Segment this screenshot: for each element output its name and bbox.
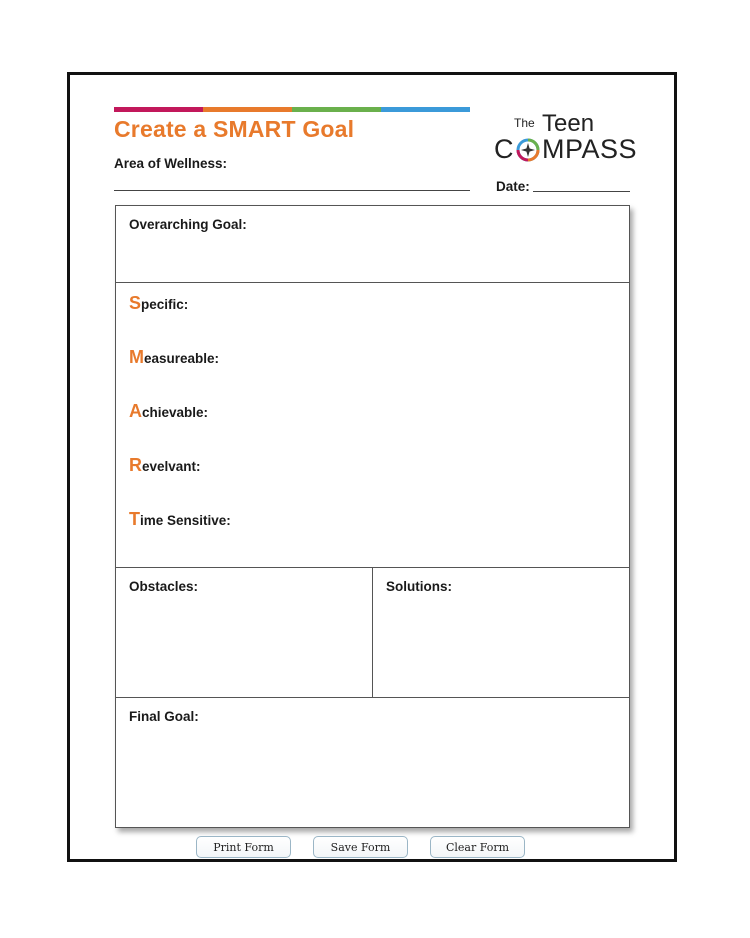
solutions-label: Solutions: — [386, 579, 452, 594]
teen-compass-logo — [490, 110, 638, 164]
logo-compass — [494, 134, 637, 165]
final-goal-section[interactable] — [116, 698, 629, 827]
logo-the: The — [514, 116, 535, 130]
area-of-wellness-label: Area of Wellness: — [114, 156, 228, 171]
compass-icon — [515, 137, 541, 163]
smart-letter-s: S — [129, 293, 142, 313]
color-bar-magenta — [114, 107, 203, 112]
date-label: Date: — [496, 179, 530, 194]
smart-relevant — [129, 455, 201, 476]
print-form-button[interactable]: Print Form — [196, 836, 291, 858]
date-field[interactable] — [533, 191, 630, 192]
smart-measureable-label: easureable: — [144, 351, 220, 366]
obstacles-field[interactable] — [116, 568, 373, 697]
solutions-field[interactable] — [373, 568, 629, 697]
color-bar-green — [292, 107, 381, 112]
logo-teen: Teen — [542, 110, 595, 137]
smart-letter-a: A — [129, 401, 142, 421]
color-bar — [114, 107, 470, 112]
area-of-wellness-field[interactable] — [114, 190, 470, 191]
color-bar-orange — [203, 107, 292, 112]
save-form-button[interactable]: Save Form — [313, 836, 408, 858]
overarching-goal-section[interactable] — [116, 206, 629, 283]
obstacles-label: Obstacles: — [129, 579, 199, 594]
smart-relevant-label: evelvant: — [142, 459, 201, 474]
logo-compass-post: MPASS — [542, 134, 638, 164]
smart-letter-t: T — [129, 509, 140, 529]
smart-time-sensitive — [129, 509, 231, 530]
smart-achievable-label: chievable: — [142, 405, 209, 420]
page-title: Create a SMART Goal — [114, 116, 355, 142]
smart-measureable — [129, 347, 219, 368]
smart-goal-form — [115, 205, 630, 828]
smart-achievable — [129, 401, 208, 422]
smart-specific — [129, 293, 188, 314]
smart-letter-r: R — [129, 455, 142, 475]
smart-letter-m: M — [129, 347, 144, 367]
overarching-goal-label: Overarching Goal: — [129, 217, 247, 232]
clear-form-button[interactable]: Clear Form — [430, 836, 525, 858]
smart-section[interactable] — [116, 283, 629, 568]
obstacles-solutions-section — [116, 568, 629, 698]
color-bar-blue — [381, 107, 470, 112]
smart-specific-label: pecific: — [141, 297, 189, 312]
final-goal-label: Final Goal: — [129, 709, 199, 724]
logo-compass-pre: C — [494, 134, 514, 164]
smart-time-sensitive-label: ime Sensitive: — [140, 513, 231, 528]
